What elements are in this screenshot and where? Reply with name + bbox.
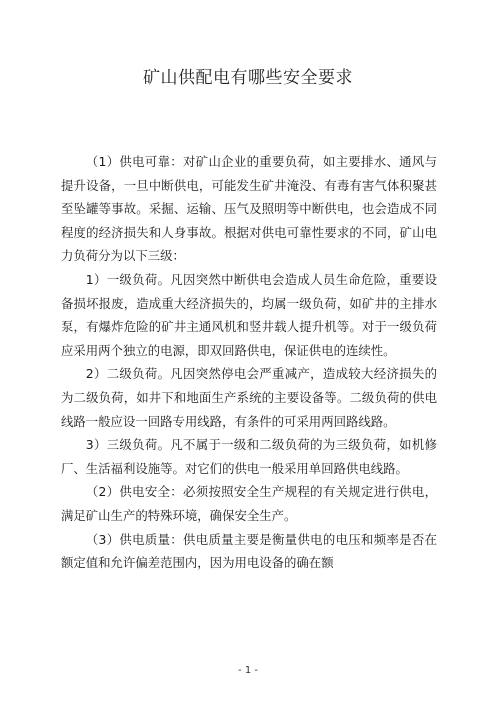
paragraph-power-reliability: （1）供电可靠：对矿山企业的重要负荷，如主要排水、通风与提升设备，一旦中断供电，可能发生矿井淹没、有毒有害气体积聚甚至坠罐等事故。采掘、运输、压气及照明等中断供电，也会造成不同程度的经济损失和人身事故。根据对供电可靠性要求的不同，矿山电力负荷分为以下三级：	[61, 154, 437, 264]
paragraph-second-level-load: 2）二级负荷。凡因突然停电会严重减产，造成较大经济损失的为二级负荷，如井下和地面生产系统的主要设备等。二级负荷的供电线路一般应设一回路专用线路，有条件的可采用两回路线路。	[61, 366, 437, 429]
paragraph-third-level-load: 3）三级负荷。凡不属于一级和二级负荷的为三级负荷，如机修厂、生活福利设施等。对它们的供电一般采用单回路供电线路。	[61, 437, 437, 476]
paragraph-first-level-load: 1）一级负荷。凡因突然中断供电会造成人员生命危险，重要设备损坏报废，造成重大经济损失的，均属一级负荷，如矿井的主排水泵，有爆炸危险的矿井主通风机和竖井载人提升机等。对于一级负荷应采用两个独立的电源，即双回路供电，保证供电的连续性。	[61, 271, 437, 358]
paragraph-power-safety: （2）供电安全：必须按照安全生产规程的有关规定进行供电，满足矿山生产的特殊环境，确保安全生产。	[61, 484, 437, 523]
paragraph-power-quality: （3）供电质量：供电质量主要是衡量供电的电压和频率是否在额定值和允许偏差范围内，因为用电设备的确在额	[61, 531, 437, 571]
document-title: 矿山供配电有哪些安全要求	[143, 68, 353, 88]
page-number: - 1 -	[238, 665, 258, 676]
document-body	[61, 150, 437, 575]
